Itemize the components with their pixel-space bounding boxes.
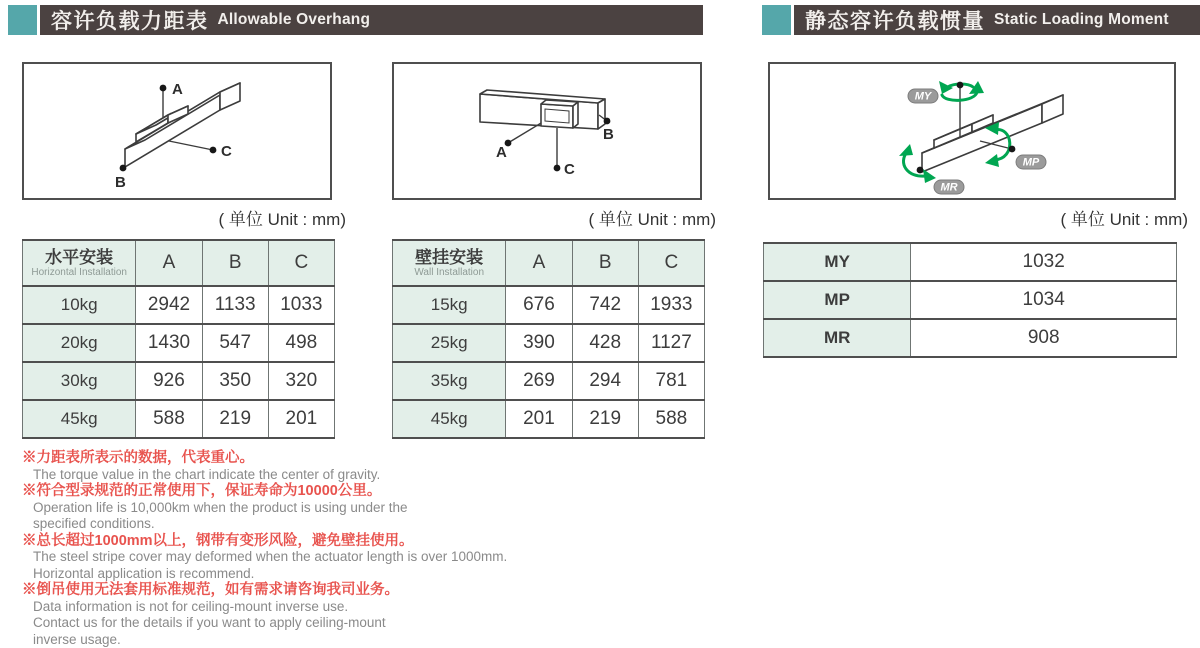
load-cell: 30kg: [23, 362, 136, 400]
my-badge: [908, 89, 938, 103]
value-cell: 547: [202, 324, 268, 362]
table-row: [23, 362, 335, 400]
label-c: C: [221, 143, 232, 160]
value-cell: 1933: [638, 286, 704, 324]
column-header-a: A: [506, 240, 572, 286]
value-cell: 219: [572, 400, 638, 438]
corner-header-cell: [393, 240, 506, 286]
mr-badge: [934, 180, 964, 194]
table-row: [764, 319, 1177, 357]
value-cell: 1033: [268, 286, 334, 324]
point-c-marker: [210, 147, 217, 154]
load-cell: 10kg: [23, 286, 136, 324]
note-en: Data information is not for ceiling-mount inverse use.: [33, 598, 349, 614]
table-row: [764, 243, 1177, 281]
value-cell: 428: [572, 324, 638, 362]
load-cell: 35kg: [393, 362, 506, 400]
table-row: [23, 400, 335, 438]
corner-header-cell: [23, 240, 136, 286]
my-axis-marker: [957, 82, 964, 89]
moment-label-cell: MP: [764, 281, 911, 319]
allowable-overhang-title-cn: 容许负载力距表: [51, 10, 209, 33]
moment-value-cell: 1034: [911, 281, 1177, 319]
column-header-a: A: [136, 240, 202, 286]
horizontal-installation-drawing: [24, 64, 330, 198]
wall-installation-drawing: [394, 64, 700, 198]
value-cell: 1127: [638, 324, 704, 362]
value-cell: 676: [506, 286, 572, 324]
value-cell: 588: [638, 400, 704, 438]
corner-header-cn: 水平安装: [45, 247, 114, 267]
allowable-overhang-title-en: Allowable Overhang: [217, 11, 371, 28]
value-cell: 201: [506, 400, 572, 438]
value-cell: 269: [506, 362, 572, 400]
load-cell: 15kg: [393, 286, 506, 324]
value-cell: 219: [202, 400, 268, 438]
value-cell: 320: [268, 362, 334, 400]
teal-accent-square: [8, 5, 37, 35]
footnotes: [22, 450, 622, 648]
allowable-overhang-header-bar: [40, 5, 703, 35]
moment-label-cell: MY: [764, 243, 911, 281]
static-loading-moment-table: [763, 242, 1177, 358]
horizontal-installation-diagram: [22, 62, 332, 200]
table-row: [23, 324, 335, 362]
note-en: inverse usage.: [33, 631, 121, 647]
label-c: C: [564, 161, 575, 178]
point-b-marker: [604, 118, 611, 125]
table-row: [393, 400, 705, 438]
load-cell: 45kg: [393, 400, 506, 438]
table-row: [23, 286, 335, 324]
column-header-b: B: [572, 240, 638, 286]
value-cell: 742: [572, 286, 638, 324]
allowable-overhang-header: [8, 5, 703, 35]
unit-label: ( 单位 Unit : mm): [1060, 210, 1188, 229]
point-b-marker: [120, 165, 127, 172]
moment-label-cell: MR: [764, 319, 911, 357]
moment-value-cell: 1032: [911, 243, 1177, 281]
value-cell: 294: [572, 362, 638, 400]
label-b: B: [115, 174, 126, 191]
note-en: Contact us for the details if you want to apply ceiling-mount: [33, 615, 386, 630]
value-cell: 390: [506, 324, 572, 362]
wall-installation-diagram: [392, 62, 702, 200]
note-en: The steel stripe cover may deformed when the actuator length is over 1000mm.: [33, 549, 508, 564]
slider-block: [541, 100, 578, 128]
wall-installation-table: [392, 239, 705, 439]
column-header-c: C: [638, 240, 704, 286]
value-cell: 498: [268, 324, 334, 362]
column-header-b: B: [202, 240, 268, 286]
corner-header-en: Horizontal Installation: [31, 267, 127, 279]
table-row: [393, 286, 705, 324]
my-badge-label: MY: [914, 90, 932, 103]
label-a: A: [172, 81, 183, 98]
static-loading-moment-title-cn: 静态容许负载惯量: [805, 10, 985, 33]
mr-axis-marker: [917, 167, 924, 174]
table-row: [393, 324, 705, 362]
static-loading-moment-diagram: [768, 62, 1176, 200]
static-loading-moment-header: [762, 5, 1200, 35]
load-cell: 20kg: [23, 324, 136, 362]
note-en: specified conditions.: [33, 516, 155, 531]
table-row: [764, 281, 1177, 319]
table-header-row: [23, 240, 335, 286]
mp-axis-marker: [1009, 146, 1016, 153]
corner-header-en: Wall Installation: [414, 267, 485, 279]
note-cn: ※倒吊使用无法套用标准规范，如有需求请咨询我司业务。: [22, 582, 399, 598]
value-cell: 781: [638, 362, 704, 400]
corner-header-cn: 壁挂安装: [415, 247, 484, 267]
moment-value-cell: 908: [911, 319, 1177, 357]
label-b: B: [603, 126, 614, 143]
unit-label: ( 单位 Unit : mm): [588, 210, 716, 229]
mp-badge: [1016, 155, 1046, 169]
unit-label: ( 单位 Unit : mm): [218, 210, 346, 229]
value-cell: 201: [268, 400, 334, 438]
value-cell: 1133: [202, 286, 268, 324]
table-row: [393, 362, 705, 400]
dimension-line-c: [169, 141, 213, 150]
static-loading-moment-drawing: [770, 64, 1174, 198]
load-cell: 25kg: [393, 324, 506, 362]
note-en: Operation life is 10,000km when the product is using under the: [33, 499, 408, 515]
note-cn: ※总长超过1000mm以上，钢带有变形风险，避免壁挂使用。: [22, 532, 414, 549]
value-cell: 1430: [136, 324, 202, 362]
column-header-c: C: [268, 240, 334, 286]
static-loading-moment-header-bar: [794, 5, 1200, 35]
value-cell: 2942: [136, 286, 202, 324]
table-header-row: [393, 240, 705, 286]
note-en: Horizontal application is recommend.: [33, 565, 255, 581]
static-loading-moment-title-en: Static Loading Moment: [994, 11, 1169, 28]
value-cell: 588: [136, 400, 202, 438]
label-a: A: [496, 144, 507, 161]
teal-accent-square: [762, 5, 791, 35]
value-cell: 350: [202, 362, 268, 400]
point-c-marker: [554, 165, 561, 172]
value-cell: 926: [136, 362, 202, 400]
mp-badge-label: MP: [1022, 156, 1040, 169]
mr-badge-label: MR: [940, 181, 958, 194]
load-cell: 45kg: [23, 400, 136, 438]
point-a-marker: [160, 85, 167, 92]
note-cn: ※力距表所表示的数据，代表重心。: [22, 450, 254, 466]
note-cn: ※符合型录规范的正常使用下，保证寿命为10000公里。: [22, 483, 382, 499]
horizontal-installation-table: [22, 239, 335, 439]
note-en: The torque value in the chart indicate the center of gravity.: [33, 466, 381, 482]
